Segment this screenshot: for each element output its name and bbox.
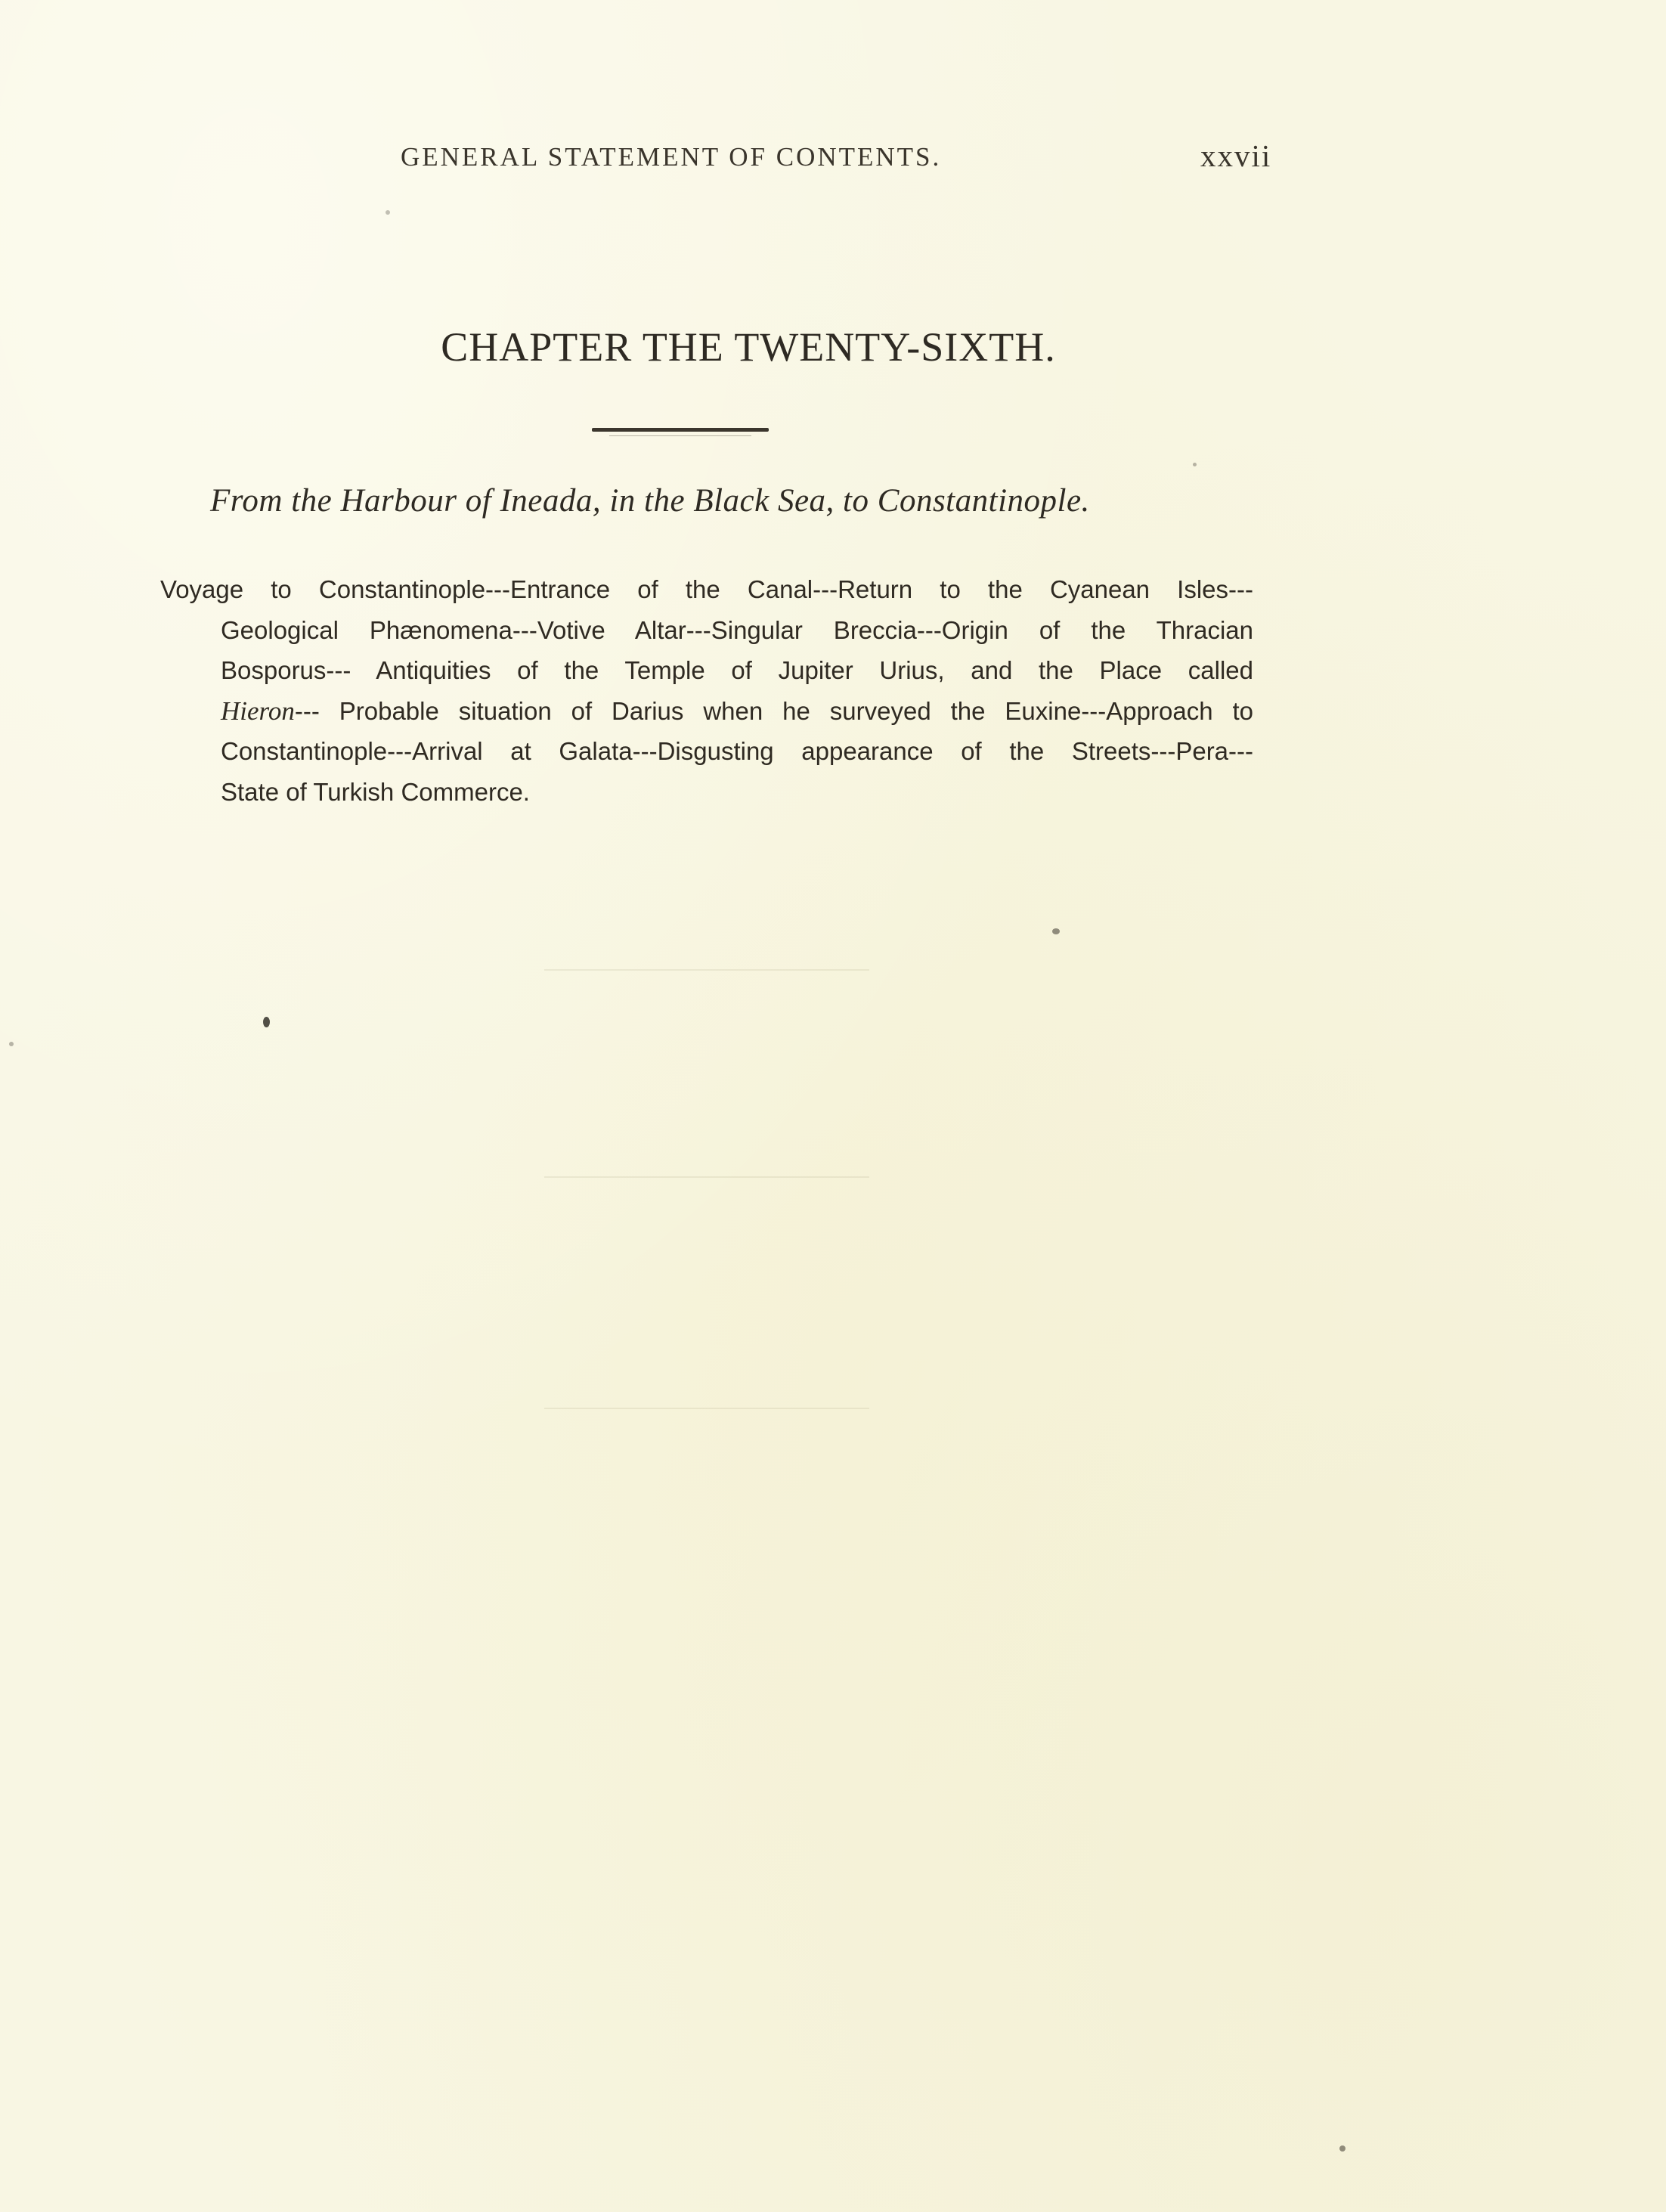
running-head-title: GENERAL STATEMENT OF CONTENTS. bbox=[401, 142, 942, 172]
title-rule-shadow bbox=[609, 435, 751, 436]
chapter-summary bbox=[160, 569, 1253, 812]
summary-line: Bosporus--- Antiquities of the Temple of Jupiter Urius, and the Place called bbox=[221, 656, 1253, 684]
ink-speck bbox=[1052, 928, 1060, 934]
bleed-through-rule bbox=[544, 1176, 869, 1178]
ink-speck bbox=[1339, 2145, 1345, 2152]
summary-line: State of Turkish Commerce. bbox=[221, 777, 530, 806]
ink-speck bbox=[1193, 463, 1197, 466]
page-number: xxvii bbox=[1200, 138, 1272, 173]
bleed-through-rule bbox=[544, 1408, 869, 1409]
ink-speck bbox=[9, 1042, 14, 1046]
summary-line: Constantinople---Arrival at Galata---Disgusting appearance of the Streets---Pera--- bbox=[221, 737, 1253, 765]
ink-speck bbox=[263, 1017, 270, 1027]
summary-line: Geological Phænomena---Votive Altar---Singular Breccia---Origin of the Thracian bbox=[221, 615, 1253, 644]
bleed-through-rule bbox=[544, 969, 869, 971]
ink-speck bbox=[386, 210, 390, 215]
summary-line bbox=[221, 691, 1253, 732]
summary-line-text: --- Probable situation of Darius when he surveyed the Euxine---Approach to bbox=[294, 696, 1253, 725]
title-rule bbox=[592, 428, 769, 432]
summary-line: Voyage to Constantinople---Entrance of the Canal---Return to the Cyanean Isles--- bbox=[160, 575, 1253, 603]
chapter-subtitle: From the Harbour of Ineada, in the Black Sea, to Constantinople. bbox=[210, 483, 1090, 519]
summary-italic-term: Hieron bbox=[221, 696, 295, 726]
chapter-title: CHAPTER THE TWENTY-SIXTH. bbox=[441, 324, 1056, 370]
